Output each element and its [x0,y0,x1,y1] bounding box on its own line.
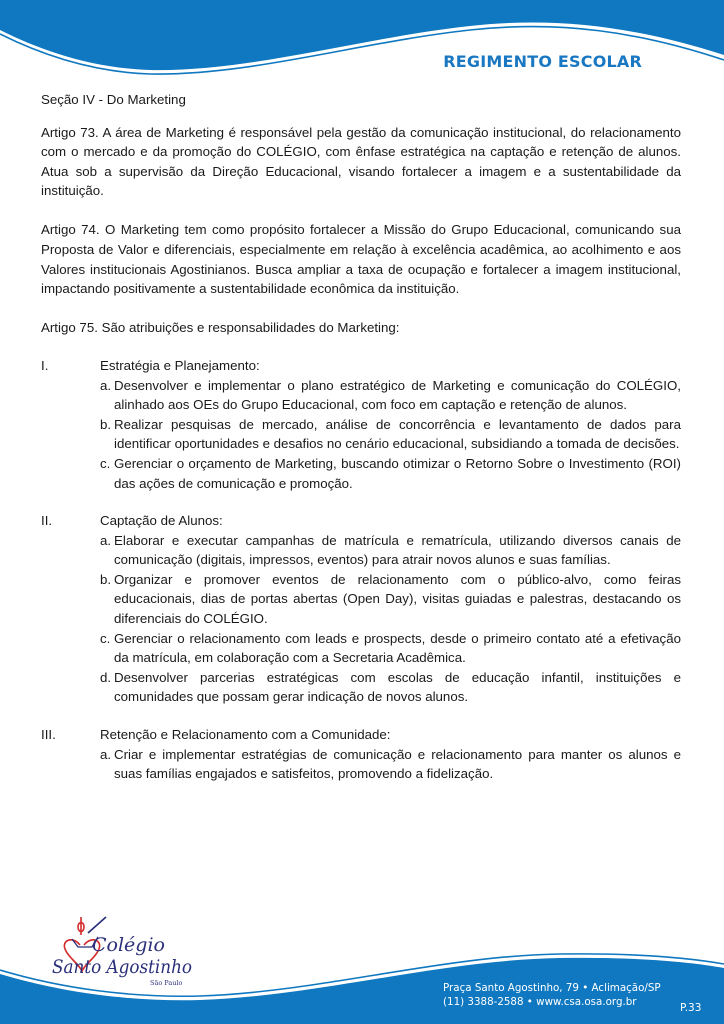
list-item [41,668,681,707]
item-letter: b. [100,571,112,587]
item-text: Desenvolver e implementar o plano estratégico de Marketing e comunicação do COLÉGIO, alinhado aos OEs do Grupo Educacional, com foco em captação e retenção de alunos. [114,377,681,413]
group-retention [41,725,681,784]
group-numeral: I. [41,357,49,373]
article-74: Artigo 74. O Marketing tem como propósito fortalecer a Missão do Grupo Educacional, comunicando sua Proposta de Valor e diferenciais, especialmente em relação à excelência acadêmica, ao acolhimento e aos Valores institucionais Agostinianos. Busca ampliar a taxa de ocupação e fortalecer a imagem institucional, impactando positivamente a sustentabilidade econômica da instituição. [41,222,681,297]
group-title: Retenção e Relacionamento com a Comunidade: [100,727,391,743]
list-item [41,629,681,668]
logo-line-3: São Paulo [150,979,183,987]
footer-contact [443,981,661,1009]
list-item [41,415,681,454]
list-item [41,376,681,415]
document-body [41,90,681,784]
item-text: Organizar e promover eventos de relacionamento com o público-alvo, como feiras educacionais, dias de portas abertas (Open Day), visitas guiadas e palestras, destacando os diferenciais do COLÉGIO. [114,571,681,627]
item-letter: a. [100,532,112,548]
list-item [41,570,681,629]
list-item [41,531,681,570]
group-strategy [41,356,681,493]
item-letter: a. [100,377,112,393]
group-title: Estratégia e Planejamento: [100,357,260,373]
group-numeral: III. [41,727,56,743]
footer-phone-website: (11) 3388-2588 • www.csa.osa.org.br [443,996,637,1008]
item-letter: c. [100,630,111,646]
item-text: Gerenciar o relacionamento com leads e prospects, desde o primeiro contato até a efetivação da matrícula, em colaboração com a Secretaria Acadêmica. [114,630,681,666]
logo-line-1: Colégio [92,934,165,956]
item-letter: c. [100,455,111,471]
item-text: Realizar pesquisas de mercado, análise de concorrência e levantamento de dados para identificar oportunidades e desafios no cenário educacional, subsidiando a tomada de decisões. [114,416,681,452]
item-text: Criar e implementar estratégias de comunicação e relacionamento para manter os alunos e suas famílias engajados e satisfeitos, promovendo a fidelização. [114,746,681,782]
footer-address: Praça Santo Agostinho, 79 • Aclimação/SP [443,982,661,994]
logo-line-2: Santo Agostinho [52,956,192,978]
group-recruitment [41,511,681,707]
item-text: Desenvolver parcerias estratégicas com escolas de educação infantil, instituições e comunidades que possam gerar indicação de novos alunos. [114,669,681,705]
item-letter: a. [100,746,112,762]
school-logo [50,907,210,997]
group-title: Captação de Alunos: [100,513,223,529]
list-item [41,745,681,784]
section-title: Seção IV - Do Marketing [41,92,186,107]
item-text: Gerenciar o orçamento de Marketing, buscando otimizar o Retorno Sobre o Investimento (ROI) das ações de comunicação e promoção. [114,455,681,491]
logo-emblem-icon [50,907,210,997]
group-numeral: II. [41,513,53,529]
page-number: P.33 [680,1002,702,1014]
item-letter: d. [100,669,112,685]
document-title: REGIMENTO ESCOLAR [443,52,642,71]
item-text: Elaborar e executar campanhas de matrícula e rematrícula, utilizando diversos canais de comunicação (digitais, impressos, eventos) para atrair novos alunos e suas famílias. [114,532,681,568]
article-73: Artigo 73. A área de Marketing é responsável pela gestão da comunicação institucional, do relacionamento com o mercado e da promoção do COLÉGIO, com ênfase estratégica na captação e retenção de alunos. Atua sob a supervisão da Direção Educacional, visando fortalecer a imagem e a sustentabilidade da instituição. [41,124,681,199]
item-letter: b. [100,416,112,432]
article-75: Artigo 75. São atribuições e responsabilidades do Marketing: [41,320,400,336]
list-item [41,454,681,493]
